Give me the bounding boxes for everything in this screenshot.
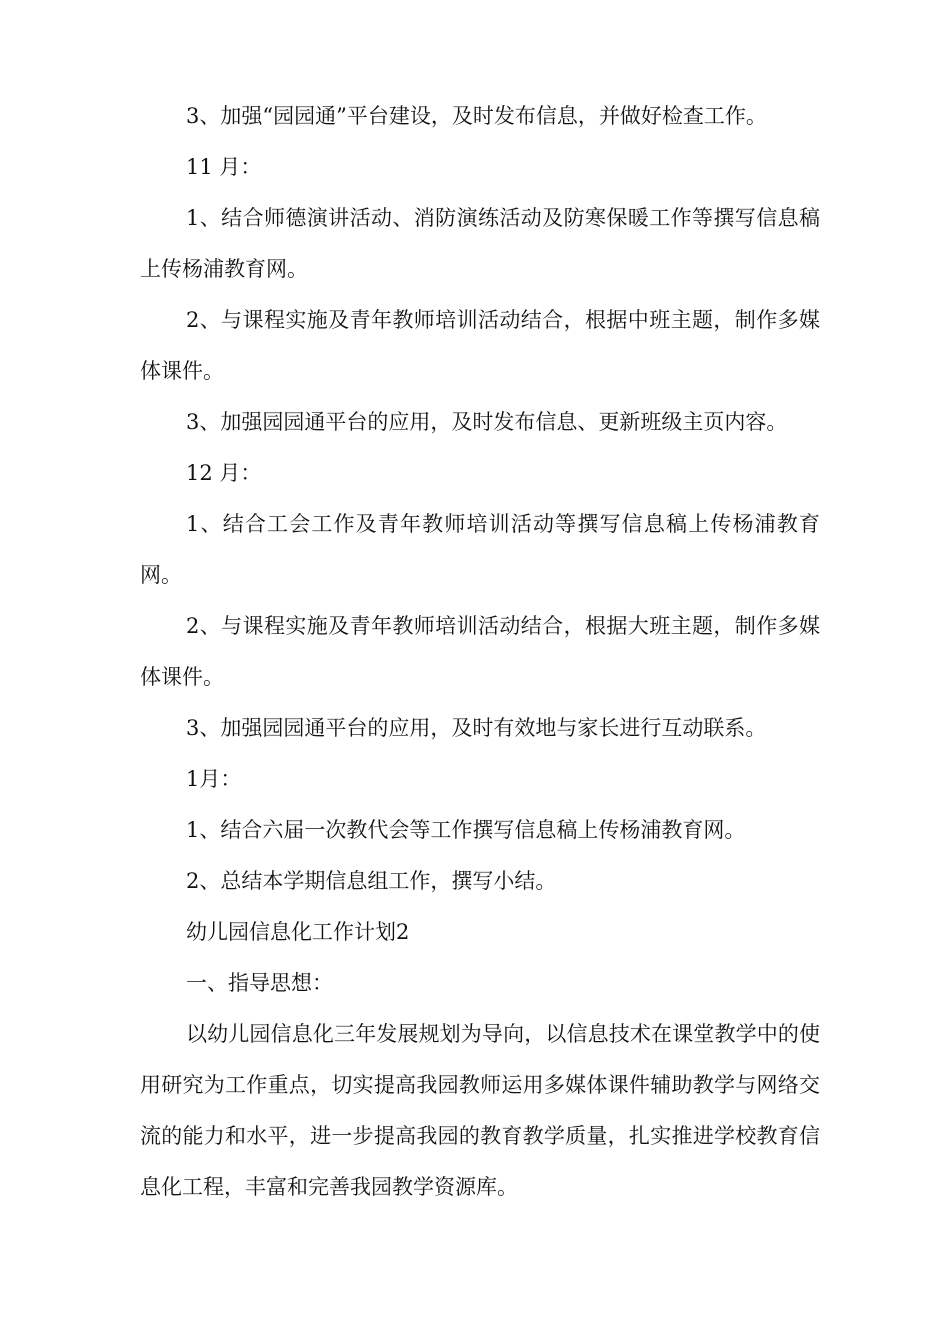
heading-december: 12 月： bbox=[186, 461, 262, 485]
heading-january: 1月： bbox=[186, 767, 242, 791]
heading-guiding-ideology: 一、指导思想： bbox=[186, 971, 333, 995]
paragraph-nov-item-3: 3、加强园园通平台的应用，及时发布信息、更新班级主页内容。 bbox=[186, 410, 788, 434]
paragraph-nov-item-2: 2、与课程实施及青年教师培训活动结合，根据中班主题，制作多媒体课件。 bbox=[140, 308, 820, 383]
paragraph-dec-item-1: 1、结合工会工作及青年教师培训活动等撰写信息稿上传杨浦教育网。 bbox=[140, 512, 820, 587]
paragraph-oct-item-3: 3、加强“园园通”平台建设，及时发布信息，并做好检查工作。 bbox=[186, 104, 767, 128]
paragraph-nov-item-1: 1、结合师德演讲活动、消防演练活动及防寒保暖工作等撰写信息稿上传杨浦教育网。 bbox=[140, 206, 820, 281]
paragraph-dec-item-2: 2、与课程实施及青年教师培训活动结合，根据大班主题，制作多媒体课件。 bbox=[140, 614, 820, 689]
paragraph-jan-item-1: 1、结合六届一次教代会等工作撰写信息稿上传杨浦教育网。 bbox=[186, 818, 746, 842]
paragraph-guiding-ideology-body: 以幼儿园信息化三年发展规划为导向，以信息技术在课堂教学中的使用研究为工作重点，切实提高我园教师运用多媒体课件辅助教学与网络交流的能力和水平，进一步提高我园的教育教学质量，扎实推进学校教育信息化工程，丰富和完善我园教学资源库。 bbox=[140, 1022, 820, 1199]
section-title-plan-2: 幼儿园信息化工作计划2 bbox=[186, 920, 410, 944]
paragraph-dec-item-3: 3、加强园园通平台的应用，及时有效地与家长进行互动联系。 bbox=[186, 716, 767, 740]
document-body bbox=[140, 91, 820, 1213]
paragraph-jan-item-2: 2、总结本学期信息组工作，撰写小结。 bbox=[186, 869, 557, 893]
heading-november: 11 月： bbox=[186, 155, 262, 179]
